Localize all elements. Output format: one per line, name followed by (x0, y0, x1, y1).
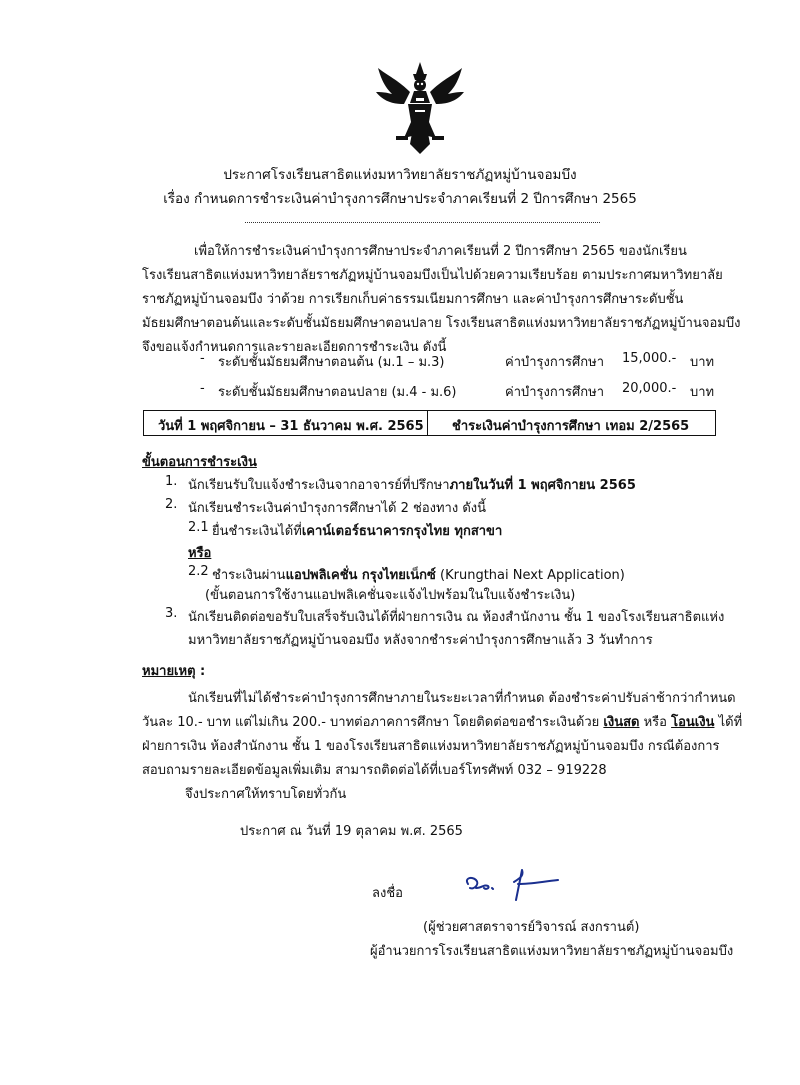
step-2-1 (212, 520, 502, 541)
step-2-1-number: 2.1 (188, 520, 209, 535)
step-2-1-text: ยื่นชำระเงินได้ที่ (212, 524, 302, 539)
fee-label: ค่าบำรุงการศึกษา (505, 385, 605, 400)
announcement-subject: เรื่อง กำหนดการชำระเงินค่าบำรุงการศึกษาประจำภาคเรียนที่ 2 ปีการศึกษา 2565 (163, 191, 637, 207)
step-2-1-bank: เคาน์เตอร์ธนาคารกรุงไทย ทุกสาขา (301, 524, 503, 539)
fee-bullet: - (200, 381, 205, 396)
note-line-2-text: วันละ 10.- บาท แต่ไม่เกิน 200.- บาทต่อภาคการศึกษา โดยติดต่อขอชำระเงินด้วย (142, 715, 604, 730)
step-2-2-note: (ขั้นตอนการใช้งานแอปพลิเคชั่นจะแจ้งไปพร้อมในใบแจ้งชำระเงิน) (205, 588, 576, 603)
announcement-title: ประกาศโรงเรียนสาธิตแห่งมหาวิทยาลัยราชภัฏหมู่บ้านจอมบึง (223, 167, 577, 183)
note-heading (142, 660, 205, 681)
note-heading-colon: : (195, 664, 206, 679)
fee-label: ค่าบำรุงการศึกษา (505, 355, 605, 370)
step-3-line-2: มหาวิทยาลัยราชภัฏหมู่บ้านจอมบึง หลังจากชำระค่าบำรุงการศึกษาแล้ว 3 วันทำการ (188, 633, 653, 648)
box-divider (427, 411, 428, 435)
fee-unit: บาท (690, 355, 715, 370)
fee-amount: 15,000.- (622, 351, 677, 366)
step-1-text: นักเรียนรับใบแจ้งชำระเงินจากอาจารย์ที่ปรึกษา (188, 478, 450, 493)
signer-position: ผู้อำนวยการโรงเรียนสาธิตแห่งมหาวิทยาลัยราชภัฏหมู่บ้านจอมบึง (370, 944, 734, 959)
garuda-emblem-icon (370, 58, 470, 158)
step-3-line-1: นักเรียนติดต่อขอรับใบเสร็จรับเงินได้ที่ฝ่ายการเงิน ณ ห้องสำนักงาน ชั้น 1 ของโรงเรียนสาธิตแห่ง (188, 610, 725, 625)
or-label: หรือ (188, 546, 212, 561)
note-line-3: ฝ่ายการเงิน ห้องสำนักงาน ชั้น 1 ของโรงเรียนสาธิตแห่งมหาวิทยาลัยราชภัฏหมู่บ้านจอมบึง กรณีต้องการ (142, 739, 720, 754)
signer-name: (ผู้ช่วยศาสตราจารย์วิจารณ์ สงกรานต์) (423, 920, 640, 935)
step-2-number: 2. (165, 497, 178, 512)
handwritten-signature-icon (462, 866, 562, 906)
step-3-number: 3. (165, 606, 178, 621)
steps-heading: ขั้นตอนการชำระเงิน (142, 455, 257, 470)
note-heading-text: หมายเหตุ (142, 664, 196, 679)
step-2-2-app: แอปพลิเคชั่น กรุงไทยเน็กซ์ (285, 568, 436, 583)
fee-unit: บาท (690, 385, 715, 400)
step-1-deadline: ภายในวันที่ 1 พฤศจิกายน 2565 (449, 478, 636, 493)
note-cash: เงินสด (603, 715, 640, 730)
intro-line-4: มัธยมศึกษาตอนต้นและระดับชั้นมัธยมศึกษาตอนปลาย โรงเรียนสาธิตแห่งมหาวิทยาลัยราชภัฏหมู่บ้านจอมบึง (142, 316, 741, 331)
fee-amount: 20,000.- (622, 381, 677, 396)
step-2-2-number: 2.2 (188, 564, 209, 579)
step-2-2-app-english: (Krungthai Next Application) (435, 568, 625, 583)
note-line-2 (142, 711, 742, 732)
intro-line-2: โรงเรียนสาธิตแห่งมหาวิทยาลัยราชภัฏหมู่บ้านจอมบึงเป็นไปด้วยความเรียบร้อย ตามประกาศมหาวิทยาลัย (142, 268, 723, 283)
note-line-2-tail: ได้ที่ (714, 715, 743, 730)
payment-period-dates: วันที่ 1 พฤศจิกายน – 31 ธันวาคม พ.ศ. 2565 (158, 419, 424, 434)
fee-level: ระดับชั้นมัธยมศึกษาตอนต้น (ม.1 – ม.3) (218, 355, 445, 370)
signature-label: ลงชื่อ (372, 886, 403, 901)
payment-period-description: ชำระเงินค่าบำรุงการศึกษา เทอม 2/2565 (452, 419, 690, 434)
divider-line (245, 222, 600, 223)
payment-period-box (143, 410, 716, 436)
step-2-text: นักเรียนชำระเงินค่าบำรุงการศึกษาได้ 2 ช่องทาง ดังนี้ (188, 501, 486, 516)
step-2-2 (212, 564, 625, 585)
intro-line-5: จึงขอแจ้งกำหนดการและรายละเอียดการชำระเงิน ดังนี้ (142, 340, 447, 355)
note-line-1: นักเรียนที่ไม่ได้ชำระค่าบำรุงการศึกษาภายในระยะเวลาที่กำหนด ต้องชำระค่าปรับล่าช้ากว่ากำหนด (188, 691, 736, 706)
fee-level: ระดับชั้นมัธยมศึกษาตอนปลาย (ม.4 - ม.6) (218, 385, 457, 400)
closing-text: จึงประกาศให้ทราบโดยทั่วกัน (185, 787, 347, 802)
fee-bullet: - (200, 351, 205, 366)
note-line-4: สอบถามรายละเอียดข้อมูลเพิ่มเติม สามารถติดต่อได้ที่เบอร์โทรศัพท์ 032 – 919228 (142, 763, 607, 778)
step-1-number: 1. (165, 474, 178, 489)
step-2-2-text: ชำระเงินผ่าน (212, 568, 286, 583)
intro-line-1: เพื่อให้การชำระเงินค่าบำรุงการศึกษาประจำภาคเรียนที่ 2 ปีการศึกษา 2565 ของนักเรียน (194, 244, 687, 259)
step-1 (188, 474, 636, 495)
note-transfer: โอนเงิน (671, 715, 715, 730)
note-or: หรือ (639, 715, 672, 730)
intro-line-3: ราชภัฏหมู่บ้านจอมบึง ว่าด้วย การเรียกเก็บค่าธรรมเนียมการศึกษา และค่าบำรุงการศึกษาระดับชั้น (142, 292, 684, 307)
announcement-date: ประกาศ ณ วันที่ 19 ตุลาคม พ.ศ. 2565 (240, 824, 463, 839)
